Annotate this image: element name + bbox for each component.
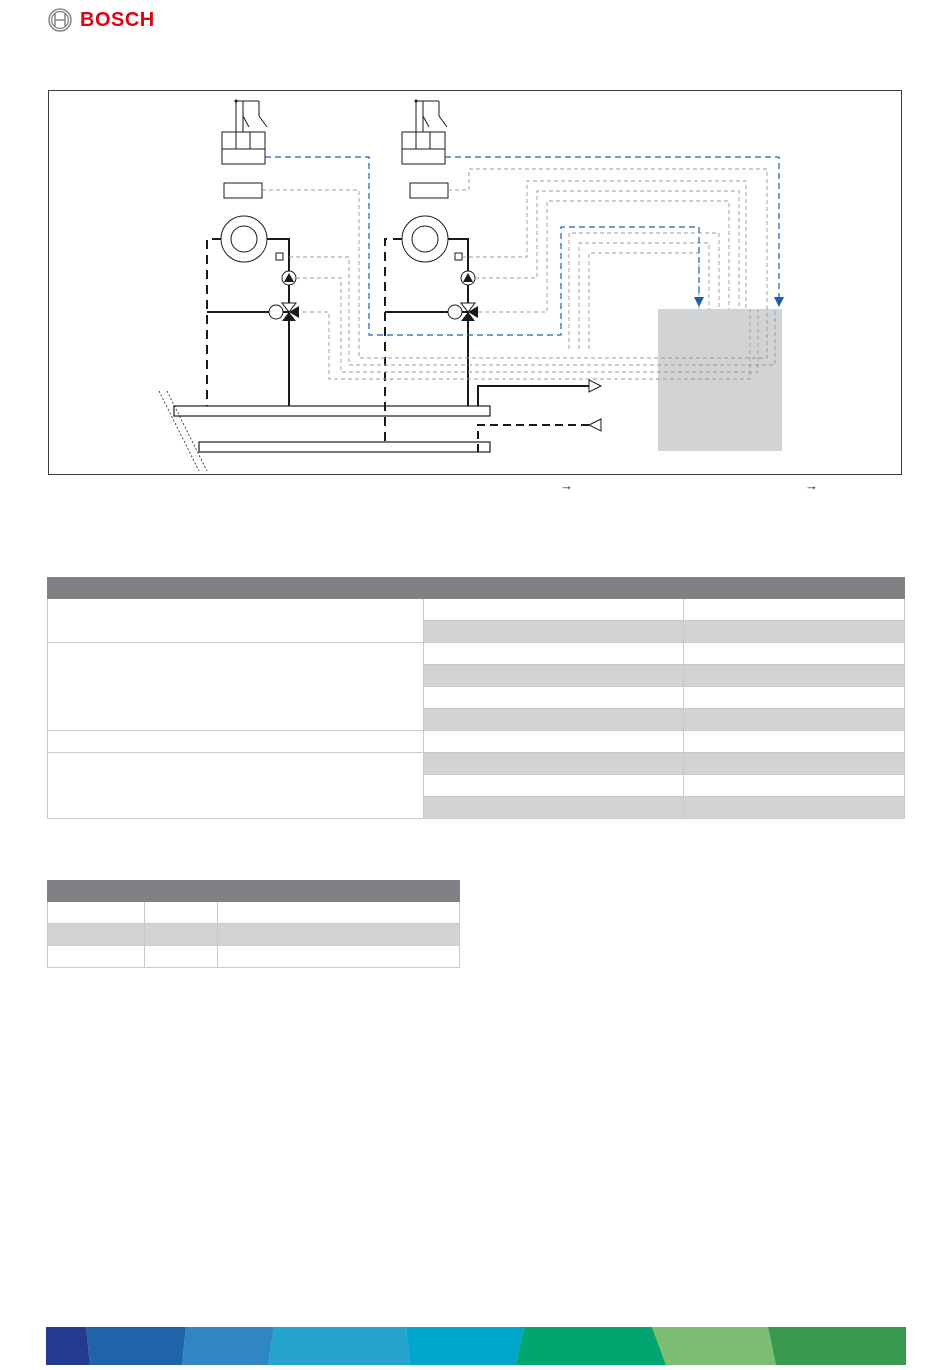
bosch-armature-icon: [48, 8, 72, 32]
table-cell: [684, 731, 905, 753]
table-cell: [48, 902, 145, 924]
specification-table-2: [47, 880, 460, 968]
table-cell: [684, 775, 905, 797]
table-row: [48, 924, 460, 946]
specification-table-1: [47, 577, 905, 819]
table-row: [48, 902, 460, 924]
table-cell: [684, 621, 905, 643]
table-cell: [218, 946, 460, 968]
table-cell: [684, 687, 905, 709]
heating-circuit-2: [385, 100, 478, 443]
table-header-cell: [684, 578, 905, 599]
table-row: [48, 946, 460, 968]
table-cell: [684, 665, 905, 687]
table-row: [48, 643, 905, 665]
header-logo: [48, 8, 155, 32]
table-header-cell: [48, 881, 145, 902]
table-cell: [218, 924, 460, 946]
table-cell: [424, 731, 684, 753]
table-cell: [424, 687, 684, 709]
table-cell: [424, 621, 684, 643]
hydraulic-diagram-drawing: [49, 91, 903, 476]
table-cell: [48, 946, 145, 968]
table-cell: [145, 946, 218, 968]
table-row: [48, 599, 905, 621]
table-header-cell: [145, 881, 218, 902]
heating-circuit-1: [207, 100, 299, 407]
table-cell: [424, 775, 684, 797]
table-cell: [424, 797, 684, 819]
table-cell: [424, 599, 684, 621]
table-header-cell: [424, 578, 684, 599]
table-cell: [684, 709, 905, 731]
table-group-cell: [48, 731, 424, 753]
table-header-row: [48, 881, 460, 902]
table-cell: [145, 924, 218, 946]
table-header-cell: [48, 578, 424, 599]
table-group-cell: [48, 599, 424, 643]
hydraulic-diagram: [48, 90, 902, 475]
table-cell: [684, 599, 905, 621]
table-cell: [145, 902, 218, 924]
arrow-ref-1: →: [560, 478, 573, 493]
table-row: [48, 731, 905, 753]
footer-color-band: [46, 1327, 906, 1365]
table-group-cell: [48, 643, 424, 731]
table-cell: [424, 709, 684, 731]
table-cell: [424, 753, 684, 775]
table-header-cell: [218, 881, 460, 902]
table-header-row: [48, 578, 905, 599]
table-cell: [684, 797, 905, 819]
controller-box: [658, 309, 782, 451]
arrow-ref-2: →: [805, 478, 818, 493]
table-group-cell: [48, 753, 424, 819]
table-cell: [218, 902, 460, 924]
table-row: [48, 753, 905, 775]
table-cell: [684, 753, 905, 775]
brand-logo-text: BOSCH: [80, 8, 155, 31]
table-cell: [424, 643, 684, 665]
table-cell: [48, 924, 145, 946]
table-cell: [424, 665, 684, 687]
table-cell: [684, 643, 905, 665]
